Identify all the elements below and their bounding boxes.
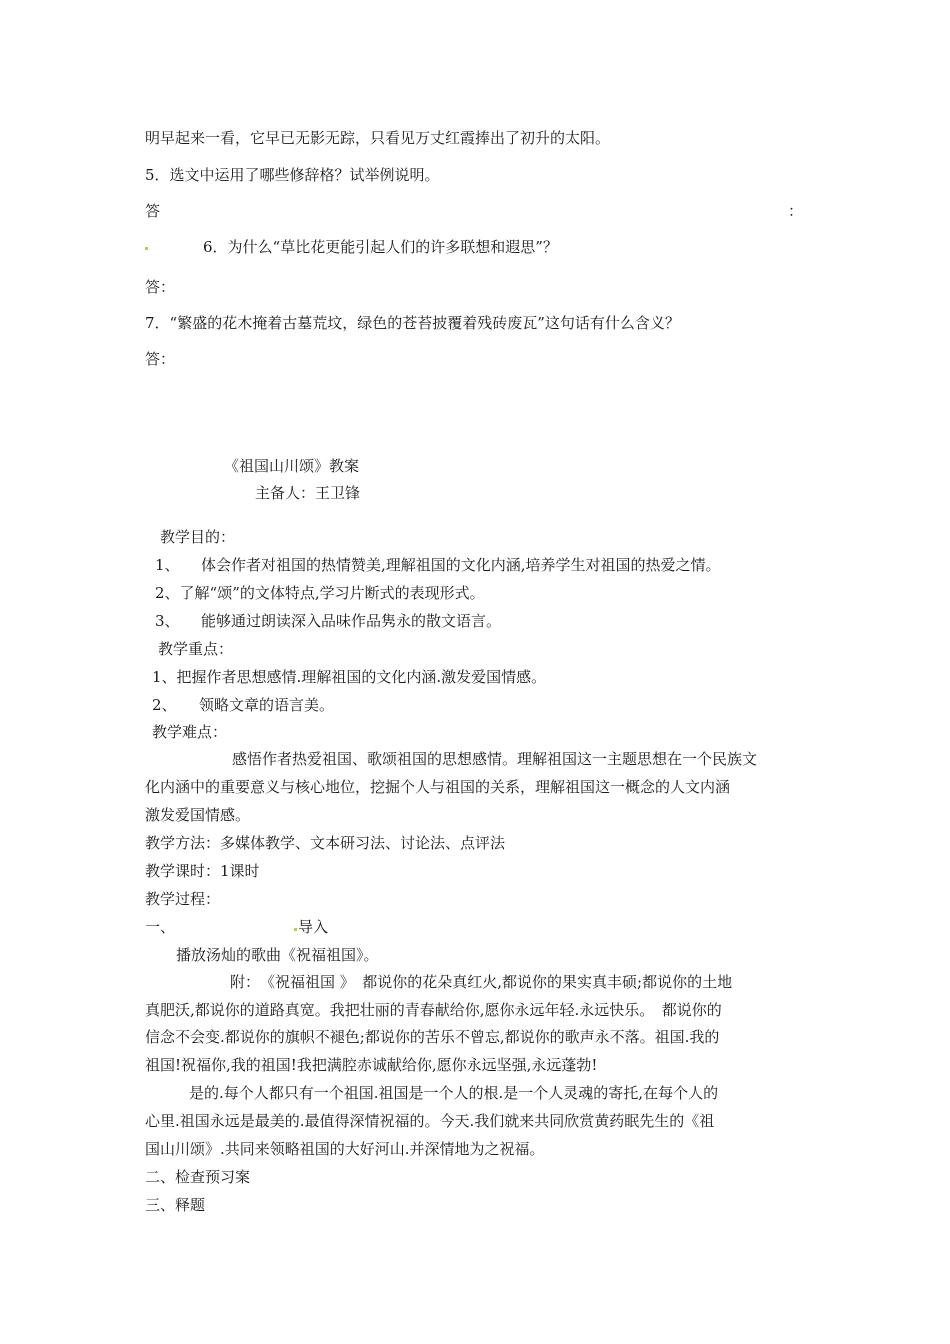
question-7: 7．“繁盛的花木掩着古墓荒坟，绿色的苍苔披覆着残砖废瓦”这句话有什么含义？ [145, 314, 680, 332]
step-3: 三、释题 [145, 1196, 206, 1214]
goal-1-number: 1、 [155, 556, 180, 574]
lesson-title: 《祖国山川颂》教案 [224, 457, 360, 475]
intro-line-2: 心里.祖国永远是最美的.最值得深情祝福的。今天.我们就来共同欣赏黄药眠先生的《祖 [145, 1112, 715, 1130]
step-1-number: 一、 [145, 918, 176, 936]
difficulty-line-1: 感悟作者热爱祖国、歌颂祖国的思想感情。理解祖国这一主题思想在一个民族文 [232, 750, 758, 768]
question-6: 6．为什么“草比花更能引起人们的许多联想和遐思”？ [203, 238, 558, 256]
question-5: 5．选文中运用了哪些修辞格？试举例说明。 [145, 166, 440, 184]
difficulty-line-2: 化内涵中的重要意义与核心地位，挖掘个人与祖国的关系，理解祖国这一概念的人文内涵 [145, 778, 731, 796]
goal-1: 体会作者对祖国的热情赞美,理解祖国的文化内涵,培养学生对祖国的热爱之情。 [201, 556, 721, 574]
goals-heading: 教学目的： [160, 528, 236, 546]
speck-mark [294, 928, 297, 931]
focus-2: 领略文章的语言美。 [199, 696, 335, 714]
goal-3: 能够通过朗读深入品味作品隽永的散文语言。 [201, 612, 502, 630]
intro-line-1: 是的.每个人都只有一个祖国.祖国是一个人的根.是一个人灵魂的寄托,在每个人的 [189, 1084, 719, 1102]
intro-line-3: 国山川颂》.共同来领略祖国的大好河山.并深情地为之祝福。 [145, 1140, 545, 1158]
goal-3-number: 3、 [155, 612, 180, 630]
lyrics-line-4: 祖国!祝福你,我的祖国!我把满腔赤诚献给你,愿你永远坚强,永远蓬勃! [145, 1056, 598, 1074]
difficulty-heading: 教学难点： [152, 723, 228, 741]
answer-7-label: 答： [145, 350, 176, 368]
focus-heading: 教学重点： [158, 640, 234, 658]
difficulty-line-3: 激发爱国情感。 [145, 806, 251, 824]
lyrics-line-3: 信念不会变.都说你的旗帜不褪色;都说你的苦乐不曾忘,都说你的歌声永不落。祖国.我的 [145, 1028, 720, 1046]
teaching-methods: 教学方法：多媒体教学、文本研习法、讨论法、点评法 [145, 834, 506, 852]
teaching-process: 教学过程： [145, 890, 221, 908]
lyrics-line-1: 附： 《祝福祖国 》 都说你的花朵真红火,都说你的果实真丰硕;都说你的土地 [230, 973, 733, 991]
speck-mark [145, 247, 148, 250]
answer-6-label: 答： [145, 278, 176, 296]
answer-5-colon: ： [788, 202, 804, 220]
play-song: 播放汤灿的歌曲《祝福祖国》。 [176, 946, 379, 964]
teaching-hours: 教学课时：1课时 [145, 862, 260, 880]
focus-1: 1、把握作者思想感情.理解祖国的文化内涵.激发爱国情感。 [152, 668, 547, 686]
goal-2: 2、了解“颂”的文体特点,学习片断式的表现形式。 [155, 584, 485, 602]
lyrics-line-2: 真肥沃,都说你的道路真宽。我把壮丽的青春献给你,愿你永远年轻.永远快乐。 都说你的 [145, 1001, 722, 1019]
passage-continuation: 明早起来一看，它早已无影无踪，只看见万丈红霞捧出了初升的太阳。 [145, 129, 611, 147]
step-2: 二、检查预习案 [145, 1168, 251, 1186]
step-1-title: 导入 [298, 918, 329, 936]
focus-2-number: 2、 [152, 696, 177, 714]
lesson-preparer: 主备人：王卫锋 [255, 484, 361, 502]
answer-5-label: 答 [145, 202, 161, 220]
